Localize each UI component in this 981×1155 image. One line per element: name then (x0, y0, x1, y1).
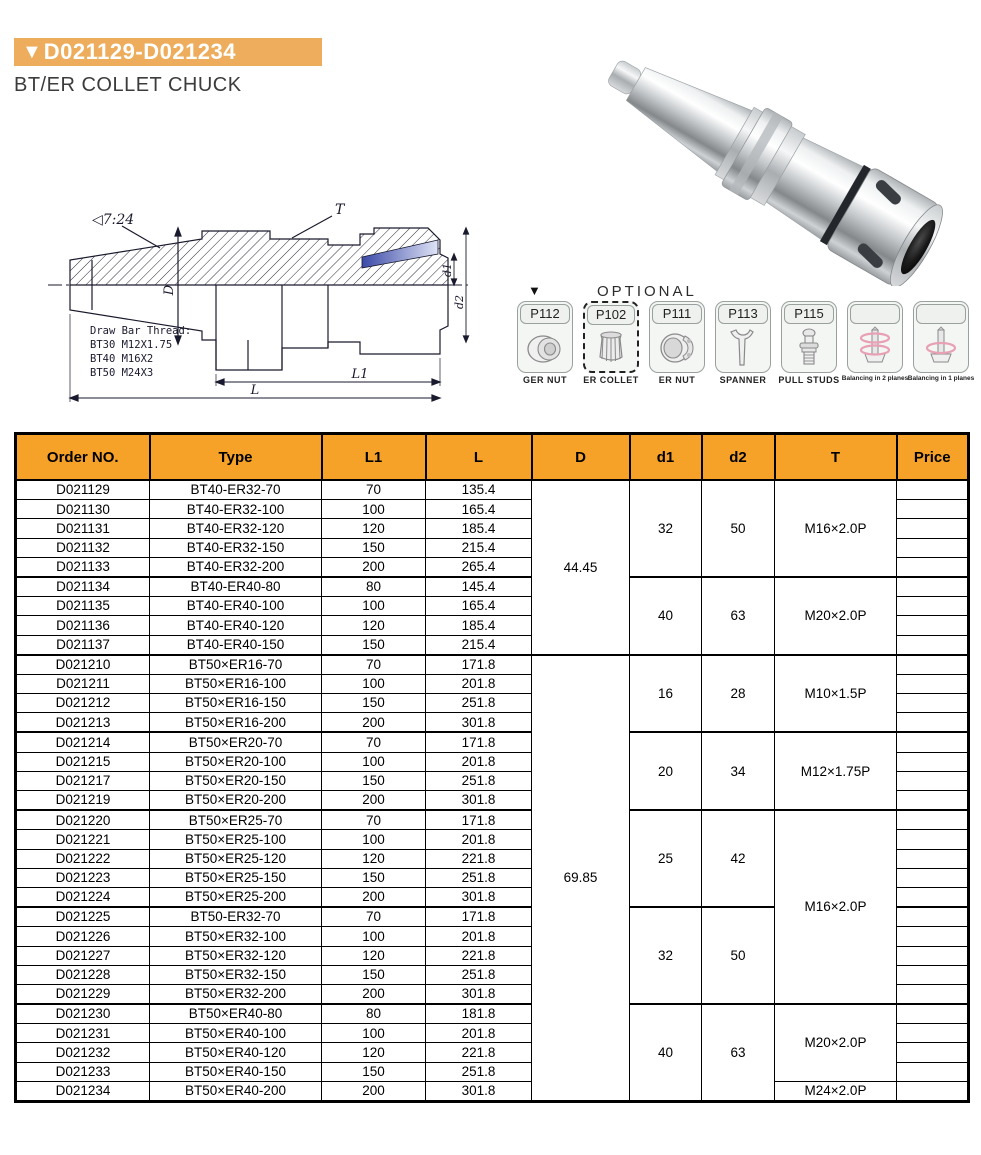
order-cell: D021130 (16, 500, 150, 519)
drawbar-note-line2: BT40 M16X2 (90, 353, 154, 365)
l1-cell: 70 (322, 732, 426, 752)
l1-cell: 70 (322, 480, 426, 500)
order-cell: D021136 (16, 616, 150, 635)
order-cell: D021225 (16, 907, 150, 927)
optional-item-balancing-2 (841, 301, 909, 382)
optional-code: P113 (718, 304, 768, 324)
type-cell: BT50×ER32-150 (150, 965, 322, 984)
l-cell: 201.8 (426, 830, 532, 849)
order-cell: D021222 (16, 849, 150, 868)
order-cell: D021220 (16, 810, 150, 830)
price-cell (897, 771, 969, 790)
d-merged-cell: 69.85 (532, 655, 630, 1102)
optional-item-pull-studs (778, 301, 840, 385)
l1-cell: 150 (322, 1062, 426, 1081)
order-cell: D021210 (16, 655, 150, 675)
price-cell (897, 616, 969, 635)
price-cell (897, 635, 969, 655)
type-cell: BT50×ER32-100 (150, 927, 322, 946)
spec-table-container (14, 432, 970, 1103)
table-row (16, 480, 969, 500)
type-cell: BT40-ER32-70 (150, 480, 322, 500)
order-cell: D021212 (16, 694, 150, 713)
optional-code: P115 (784, 304, 834, 324)
l-cell: 215.4 (426, 538, 532, 557)
order-cell: D021221 (16, 830, 150, 849)
l-cell: 201.8 (426, 927, 532, 946)
l-cell: 185.4 (426, 616, 532, 635)
type-cell: BT50×ER20-150 (150, 771, 322, 790)
d1-merged-cell: 16 (630, 655, 702, 733)
d1-merged-cell: 32 (630, 480, 702, 577)
l1-cell: 120 (322, 1043, 426, 1062)
order-cell: D021214 (16, 732, 150, 752)
type-cell: BT50×ER32-200 (150, 984, 322, 1004)
optional-item-er-nut (646, 301, 708, 385)
l-cell: 221.8 (426, 849, 532, 868)
l-cell: 181.8 (426, 1004, 532, 1024)
d1-merged-cell: 32 (630, 907, 702, 1004)
l-cell: 201.8 (426, 752, 532, 771)
l-cell: 135.4 (426, 480, 532, 500)
type-cell: BT40-ER40-120 (150, 616, 322, 635)
order-cell: D021234 (16, 1081, 150, 1101)
price-cell (897, 791, 969, 811)
l-cell: 301.8 (426, 791, 532, 811)
type-cell: BT40-ER40-100 (150, 597, 322, 616)
l1-cell: 120 (322, 946, 426, 965)
order-cell: D021224 (16, 887, 150, 907)
d1-merged-cell: 40 (630, 1004, 702, 1101)
order-cell: D021211 (16, 674, 150, 693)
l1-cell: 200 (322, 713, 426, 733)
l-cell: 251.8 (426, 694, 532, 713)
l-cell: 165.4 (426, 500, 532, 519)
price-cell (897, 810, 969, 830)
col-header-d: D (532, 434, 630, 481)
l-cell: 221.8 (426, 1043, 532, 1062)
dim-label-d2: d2 (453, 294, 466, 310)
order-cell: D021232 (16, 1043, 150, 1062)
technical-drawing (30, 182, 475, 407)
col-header-t: T (775, 434, 897, 481)
table-row (16, 810, 969, 830)
optional-pointer-icon: ▼ (528, 283, 541, 298)
optional-item-balancing-1 (907, 301, 975, 382)
price-cell (897, 907, 969, 927)
price-cell (897, 655, 969, 675)
table-row (16, 732, 969, 752)
l-cell: 171.8 (426, 655, 532, 675)
optional-accessories (514, 301, 978, 385)
type-cell: BT50×ER20-70 (150, 732, 322, 752)
type-cell: BT50×ER16-70 (150, 655, 322, 675)
d2-merged-cell: 50 (702, 907, 775, 1004)
price-cell (897, 887, 969, 907)
type-cell: BT40-ER32-150 (150, 538, 322, 557)
table-row (16, 1004, 969, 1024)
l1-cell: 150 (322, 771, 426, 790)
l1-cell: 150 (322, 635, 426, 655)
l1-cell: 100 (322, 500, 426, 519)
type-cell: BT50×ER40-150 (150, 1062, 322, 1081)
price-cell (897, 732, 969, 752)
order-cell: D021227 (16, 946, 150, 965)
l-cell: 301.8 (426, 1081, 532, 1101)
l1-cell: 120 (322, 616, 426, 635)
d2-merged-cell: 63 (702, 1004, 775, 1101)
t-merged-cell: M10×1.5P (775, 655, 897, 733)
l1-cell: 200 (322, 557, 426, 577)
type-cell: BT50×ER40-200 (150, 1081, 322, 1101)
type-cell: BT50×ER16-100 (150, 674, 322, 693)
col-header-price: Price (897, 434, 969, 481)
l-cell: 251.8 (426, 771, 532, 790)
l-cell: 251.8 (426, 868, 532, 887)
l1-cell: 100 (322, 597, 426, 616)
dim-label-d1: d1 (441, 262, 454, 278)
price-cell (897, 927, 969, 946)
optional-caption: ER COLLET (583, 375, 639, 385)
order-cell: D021229 (16, 984, 150, 1004)
l1-cell: 100 (322, 830, 426, 849)
balancing-2-planes-icon (848, 324, 902, 372)
dim-label-L1: L1 (351, 367, 369, 382)
price-cell (897, 830, 969, 849)
l-cell: 251.8 (426, 1062, 532, 1081)
d2-merged-cell: 34 (702, 732, 775, 810)
order-cell: D021134 (16, 577, 150, 597)
d2-merged-cell: 28 (702, 655, 775, 733)
col-header-d1: d1 (630, 434, 702, 481)
price-cell (897, 480, 969, 500)
price-cell (897, 946, 969, 965)
price-cell (897, 965, 969, 984)
type-cell: BT40-ER32-200 (150, 557, 322, 577)
price-cell (897, 577, 969, 597)
price-cell (897, 674, 969, 693)
ger-nut-icon (518, 324, 572, 372)
l1-cell: 150 (322, 868, 426, 887)
l-cell: 185.4 (426, 519, 532, 538)
spec-table (14, 432, 970, 1103)
l-cell: 215.4 (426, 635, 532, 655)
banner-triangle-icon: ▼ (22, 41, 42, 63)
l1-cell: 70 (322, 810, 426, 830)
price-cell (897, 1024, 969, 1043)
d1-merged-cell: 25 (630, 810, 702, 907)
l1-cell: 150 (322, 965, 426, 984)
type-cell: BT40-ER40-80 (150, 577, 322, 597)
price-cell (897, 597, 969, 616)
order-cell: D021215 (16, 752, 150, 771)
er-nut-icon (650, 324, 704, 372)
l-cell: 201.8 (426, 674, 532, 693)
product-photo (552, 28, 976, 286)
type-cell: BT50×ER20-200 (150, 791, 322, 811)
l-cell: 145.4 (426, 577, 532, 597)
l1-cell: 70 (322, 655, 426, 675)
t-merged-cell: M16×2.0P (775, 480, 897, 577)
order-cell: D021213 (16, 713, 150, 733)
order-cell: D021219 (16, 791, 150, 811)
l-cell: 171.8 (426, 907, 532, 927)
type-cell: BT40-ER32-100 (150, 500, 322, 519)
t-merged-cell: M20×2.0P (775, 577, 897, 655)
l1-cell: 100 (322, 927, 426, 946)
type-cell: BT50×ER40-80 (150, 1004, 322, 1024)
price-cell (897, 519, 969, 538)
drawbar-note-line3: BT50 M24X3 (90, 367, 154, 379)
optional-code-blank (916, 304, 966, 324)
type-cell: BT50×ER40-120 (150, 1043, 322, 1062)
t-merged-cell: M16×2.0P (775, 810, 897, 1004)
col-header-d2: d2 (702, 434, 775, 481)
type-cell: BT50×ER16-200 (150, 713, 322, 733)
price-cell (897, 1081, 969, 1101)
d1-merged-cell: 40 (630, 577, 702, 655)
optional-caption: ER NUT (658, 375, 696, 385)
price-cell (897, 849, 969, 868)
l1-cell: 200 (322, 791, 426, 811)
l-cell: 165.4 (426, 597, 532, 616)
type-cell: BT40-ER40-150 (150, 635, 322, 655)
t-merged-cell: M20×2.0P (775, 1004, 897, 1081)
taper-ratio-label: ◁7:24 (92, 212, 135, 228)
optional-caption: Balancing in 1 planes (907, 375, 975, 382)
order-cell: D021233 (16, 1062, 150, 1081)
l1-cell: 120 (322, 849, 426, 868)
order-cell: D021217 (16, 771, 150, 790)
optional-caption: GER NUT (523, 375, 567, 385)
order-cell: D021137 (16, 635, 150, 655)
dim-label-D: D (162, 284, 177, 296)
price-cell (897, 1004, 969, 1024)
l-cell: 171.8 (426, 810, 532, 830)
optional-caption: PULL STUDS (778, 375, 840, 385)
l-cell: 301.8 (426, 984, 532, 1004)
l1-cell: 80 (322, 1004, 426, 1024)
t-merged-cell: M24×2.0P (775, 1081, 897, 1101)
l1-cell: 150 (322, 538, 426, 557)
optional-caption: Balancing in 2 planes (841, 375, 909, 382)
type-cell: BT40-ER32-120 (150, 519, 322, 538)
order-cell: D021133 (16, 557, 150, 577)
optional-code: P111 (652, 304, 702, 324)
d1-merged-cell: 20 (630, 732, 702, 810)
l1-cell: 100 (322, 674, 426, 693)
spanner-icon (716, 324, 770, 372)
l1-cell: 100 (322, 752, 426, 771)
l-cell: 221.8 (426, 946, 532, 965)
type-cell: BT50-ER32-70 (150, 907, 322, 927)
d2-merged-cell: 50 (702, 480, 775, 577)
price-cell (897, 868, 969, 887)
col-header-l1: L1 (322, 434, 426, 481)
l1-cell: 100 (322, 1024, 426, 1043)
optional-title: OPTIONAL (597, 283, 697, 300)
price-cell (897, 694, 969, 713)
section-banner (14, 38, 322, 66)
dim-label-T: T (335, 202, 345, 218)
price-cell (897, 538, 969, 557)
l-cell: 301.8 (426, 887, 532, 907)
type-cell: BT50×ER25-200 (150, 887, 322, 907)
d2-merged-cell: 63 (702, 577, 775, 655)
l1-cell: 200 (322, 984, 426, 1004)
page-title: BT/ER COLLET CHUCK (14, 74, 242, 96)
pull-studs-icon (782, 324, 836, 372)
d2-merged-cell: 42 (702, 810, 775, 907)
l-cell: 301.8 (426, 713, 532, 733)
l-cell: 171.8 (426, 732, 532, 752)
table-row (16, 1081, 969, 1101)
order-cell: D021231 (16, 1024, 150, 1043)
dim-label-L: L (250, 383, 260, 398)
table-row (16, 577, 969, 597)
price-cell (897, 557, 969, 577)
price-cell (897, 984, 969, 1004)
l1-cell: 120 (322, 519, 426, 538)
type-cell: BT50×ER16-150 (150, 694, 322, 713)
t-merged-cell: M12×1.75P (775, 732, 897, 810)
type-cell: BT50×ER32-120 (150, 946, 322, 965)
d-merged-cell: 44.45 (532, 480, 630, 655)
drawbar-note-line1: BT30 M12X1.75 (90, 339, 173, 351)
type-cell: BT50×ER20-100 (150, 752, 322, 771)
price-cell (897, 713, 969, 733)
l1-cell: 70 (322, 907, 426, 927)
type-cell: BT50×ER25-150 (150, 868, 322, 887)
price-cell (897, 1062, 969, 1081)
l-cell: 201.8 (426, 1024, 532, 1043)
optional-code: P102 (587, 305, 635, 325)
col-header-order-no-: Order NO. (16, 434, 150, 481)
price-cell (897, 752, 969, 771)
l1-cell: 80 (322, 577, 426, 597)
order-cell: D021228 (16, 965, 150, 984)
type-cell: BT50×ER40-100 (150, 1024, 322, 1043)
l-cell: 251.8 (426, 965, 532, 984)
optional-caption: SPANNER (719, 375, 767, 385)
l-cell: 265.4 (426, 557, 532, 577)
optional-item-spanner (712, 301, 774, 385)
er-collet-icon (585, 325, 637, 373)
banner-range-label: D021129-D021234 (43, 39, 237, 64)
order-cell: D021223 (16, 868, 150, 887)
order-cell: D021135 (16, 597, 150, 616)
l1-cell: 200 (322, 887, 426, 907)
col-header-l: L (426, 434, 532, 481)
l1-cell: 150 (322, 694, 426, 713)
l1-cell: 200 (322, 1081, 426, 1101)
order-cell: D021132 (16, 538, 150, 557)
price-cell (897, 500, 969, 519)
price-cell (897, 1043, 969, 1062)
drawbar-note-title: Draw Bar Thread: (90, 325, 192, 337)
balancing-1-plane-icon (914, 324, 968, 372)
type-cell: BT50×ER25-120 (150, 849, 322, 868)
col-header-type: Type (150, 434, 322, 481)
optional-item-er-collet (580, 301, 642, 385)
order-cell: D021129 (16, 480, 150, 500)
optional-code-blank (850, 304, 900, 324)
type-cell: BT50×ER25-100 (150, 830, 322, 849)
order-cell: D021131 (16, 519, 150, 538)
optional-code: P112 (520, 304, 570, 324)
order-cell: D021226 (16, 927, 150, 946)
order-cell: D021230 (16, 1004, 150, 1024)
optional-item-ger-nut (514, 301, 576, 385)
type-cell: BT50×ER25-70 (150, 810, 322, 830)
table-row (16, 655, 969, 675)
